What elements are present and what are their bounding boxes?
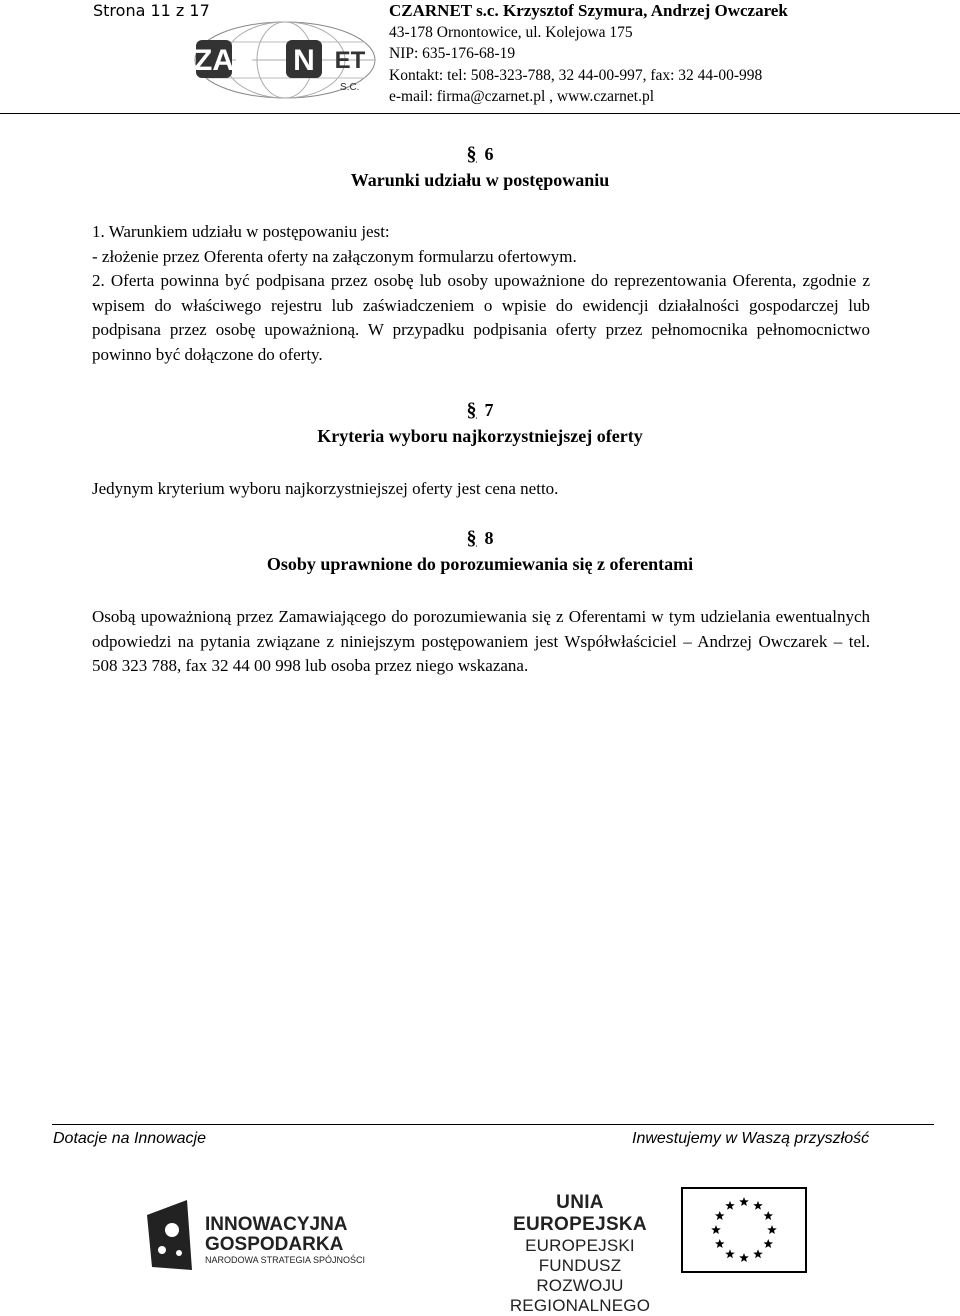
section-7-number: § 7 bbox=[466, 399, 494, 421]
section-6-body bbox=[92, 220, 870, 367]
company-email: e-mail: firma@czarnet.pl , www.czarnet.pl bbox=[389, 88, 655, 105]
footer-divider bbox=[52, 1124, 934, 1125]
logo-letters-et: ET bbox=[334, 47, 366, 74]
company-nip: NIP: 635-176-68-19 bbox=[389, 45, 516, 62]
list-item: 2. Oferta powinna być podpisana przez osobę lub osoby upoważnione do reprezentowania Oferenta, zgodnie z wpisem do właściwego rejestru lub zaświadczeniem o wpisie do ewidencji działalności gospodarczej lub podpisana przez osobę upoważnioną. W przypadku podpisania oferty przez pełnomocnika pełnomocnictwo powinno być dołączone do oferty. bbox=[92, 271, 870, 364]
eu-flag-icon bbox=[681, 1187, 807, 1273]
ue-line2: EUROPEJSKI FUNDUSZ bbox=[525, 1236, 635, 1275]
ig-line3: NARODOWA STRATEGIA SPÓJNOŚCI bbox=[205, 1255, 366, 1265]
logo-letter-c: CZAR bbox=[172, 44, 256, 77]
section-sign-icon: § bbox=[466, 399, 477, 421]
section-8-title: Osoby uprawnione do porozumiewania się z oferentami bbox=[266, 554, 694, 574]
ue-line1: UNIA EUROPEJSKA bbox=[513, 1192, 647, 1235]
section-sign-icon: § bbox=[466, 143, 477, 165]
ue-logo-text bbox=[490, 1192, 670, 1315]
section-6-number: § 6 bbox=[466, 143, 494, 165]
paragraph: Jedynym kryterium wyboru najkorzystniejszej oferty jest cena netto. bbox=[92, 479, 559, 498]
ue-line3: ROZWOJU REGIONALNEGO bbox=[509, 1276, 651, 1315]
company-header bbox=[389, 0, 788, 108]
ig-line1: INNOWACYJNA bbox=[205, 1214, 348, 1235]
header-divider bbox=[0, 113, 960, 114]
section-6-title: Warunki udziału w postępowaniu bbox=[350, 170, 610, 190]
section-7-title: Kryteria wyboru najkorzystniejszej oferty bbox=[317, 426, 643, 446]
ig-line2: GOSPODARKA bbox=[205, 1234, 344, 1255]
footer-right-text: Inwestujemy w Waszą przyszłość bbox=[632, 1130, 870, 1147]
page-number: Strona 11 z 17 bbox=[93, 1, 210, 20]
logo-suffix: S.C. bbox=[340, 82, 360, 93]
list-item: - złożenie przez Oferenta oferty na załączonym formularzu ofertowym. bbox=[92, 246, 577, 266]
company-contact: Kontakt: tel: 508-323-788, 32 44-00-997, fax: 32 44-00-998 bbox=[389, 66, 763, 84]
czarnet-logo bbox=[172, 18, 380, 102]
section-sign-icon: § bbox=[466, 527, 477, 549]
section-8-body bbox=[92, 605, 870, 679]
innowacyjna-gospodarka-logo bbox=[147, 1195, 412, 1270]
logo-letter-n: N bbox=[293, 44, 315, 77]
section-7-body bbox=[92, 477, 870, 502]
paragraph: Osobą upoważnioną przez Zamawiającego do porozumiewania się z Oferentami w tym udzielania ewentualnych odpowiedzi na pytania związane z niniejszym postępowaniem jest Współwłaściciel – Andrzej Owczarek – tel. 508 323 788, fax 32 44 00 998 lub osoba przez niego wskazana. bbox=[92, 607, 870, 675]
section-8-number: § 8 bbox=[466, 527, 494, 549]
footer-left-text: Dotacje na Innowacje bbox=[53, 1130, 206, 1147]
company-name: CZARNET s.c. Krzysztof Szymura, Andrzej Owczarek bbox=[389, 1, 788, 20]
company-address: 43-178 Ornontowice, ul. Kolejowa 175 bbox=[389, 23, 633, 41]
list-item: 1. Warunkiem udziału w postępowaniu jest: bbox=[92, 222, 390, 241]
